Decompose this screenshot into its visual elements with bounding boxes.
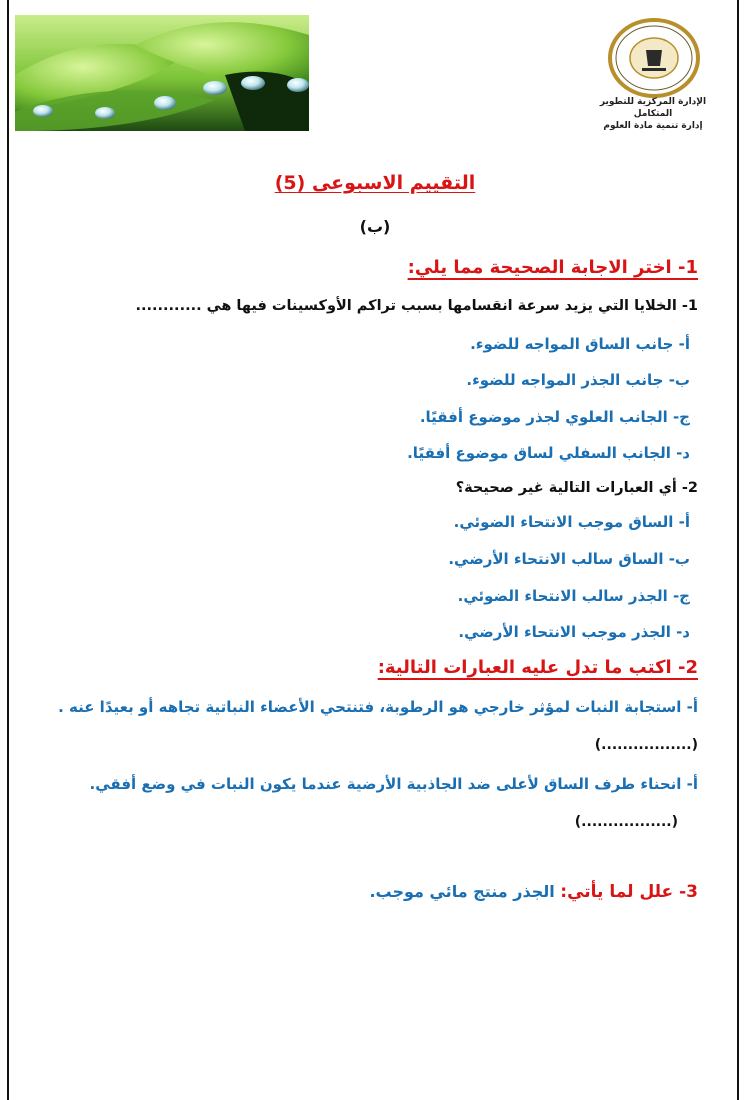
section2-item2-blank: (.................)	[574, 814, 678, 830]
q2-option-c: ج- الجذر سالب الانتحاء الضوئي.	[457, 587, 690, 605]
q1-option-a: أ- جانب الساق المواجه للضوء.	[470, 335, 690, 353]
section3-text: الجذر منتج مائي موجب.	[369, 882, 555, 901]
logo-caption	[584, 96, 722, 132]
section3-label: 3- علل لما يأتي:	[560, 882, 698, 902]
logo-caption-line2: إدارة تنمية مادة العلوم	[603, 121, 703, 131]
page-subtitle: (ب)	[359, 217, 391, 236]
q2-option-b: ب- الساق سالب الانتحاء الأرضي.	[448, 550, 690, 568]
q2-option-d: د- الجذر موجب الانتحاء الأرضي.	[458, 623, 690, 641]
q1-option-d: د- الجانب السفلي لساق موضوع أفقيًا.	[407, 444, 690, 462]
q1-option-b: ب- جانب الجذر المواجه للضوء.	[466, 371, 690, 389]
page-title: التقييم الاسبوعى (5)	[274, 172, 476, 194]
q1-option-c: ج- الجانب العلوي لجذر موضوع أفقيًا.	[419, 408, 690, 426]
section1-heading: 1- اختر الاجابة الصحيحة مما يلي:	[407, 257, 698, 278]
question2-text: 2- أي العبارات التالية غير صحيحة؟	[455, 480, 698, 496]
section2-item1-blank: (.................)	[594, 737, 698, 753]
question1-text: 1- الخلايا التي يزيد سرعة انقسامها بسبب تراكم الأوكسينات فيها هي ............	[135, 298, 698, 314]
section2-item1-text: أ- استجابة النبات لمؤثر خارجي هو الرطوبة، فتنتحي الأعضاء النباتية تجاهه أو بعيدًا عنه .	[58, 698, 698, 716]
section3-line	[369, 882, 698, 902]
q2-option-a: أ- الساق موجب الانتحاء الضوئي.	[453, 513, 690, 531]
section2-heading: 2- اكتب ما تدل عليه العبارات التالية:	[377, 657, 698, 678]
logo-caption-line1: الإدارة المركزية للتطوير المتكامل	[599, 97, 707, 119]
section2-item2-text: أ- انحناء طرف الساق لأعلى ضد الجاذبية الأرضية عندما يكون النبات في وضع أفقي.	[89, 775, 698, 793]
leaves-banner-image	[15, 15, 309, 131]
